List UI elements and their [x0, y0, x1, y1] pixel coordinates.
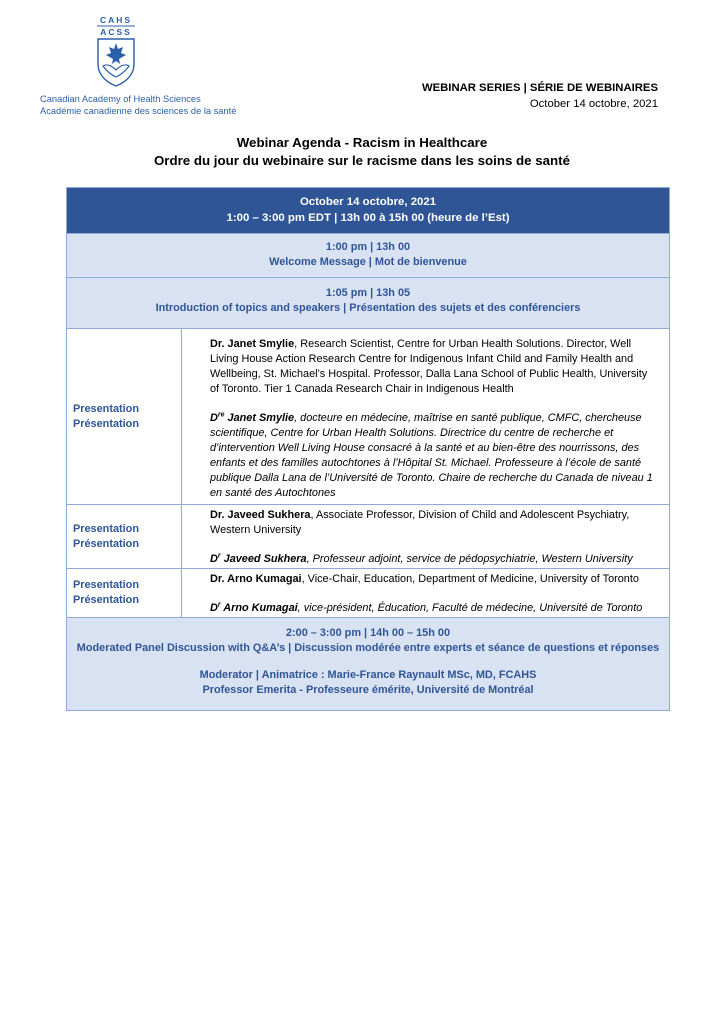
title-line-en: Webinar Agenda - Racism in Healthcare — [236, 135, 488, 150]
welcome-time: 1:00 pm | 13h 00 — [325, 241, 411, 253]
speaker-bio-fr — [210, 552, 659, 567]
speaker-name-en: Dr. Arno Kumagai — [210, 573, 302, 585]
presentation-label — [67, 505, 182, 569]
logo-name-en: Canadian Academy of Health Sciences — [40, 94, 201, 104]
series-header — [422, 80, 658, 112]
presentation-row — [67, 505, 670, 569]
agenda-time-range: 1:00 – 3:00 pm EDT | 13h 00 à 15h 00 (heure de l’Est) — [226, 212, 510, 224]
panel-moderator-title: Professor Emerita - Professeure émérite, Université de Montréal — [202, 684, 534, 696]
speaker-desc-en: , Research Scientist, Centre for Urban Health Solutions. Director, Well Living House Action Research Centre for Indigenous Infant Child and Family Health and Wellbeing, St. Michael’s Hospital. Professor, Dalla Lana School of Public Health, University of Toronto. Tier 1 Canada Research Chair in Indigenous Health — [210, 338, 648, 395]
title-line-fr: Ordre du jour du webinaire sur le racisme dans les soins de santé — [153, 153, 571, 168]
presentation-details — [182, 329, 670, 505]
speaker-title-fr: D — [210, 602, 218, 614]
agenda-date: October 14 octobre, 2021 — [299, 196, 437, 208]
panel-moderator: Moderator | Animatrice : Marie-France Raynault MSc, MD, FCAHS — [199, 669, 537, 681]
speaker-desc-fr: , vice-président, Éducation, Faculté de médecine, Université de Toronto — [297, 602, 643, 614]
logo-acronym-bottom: ACSS — [100, 27, 132, 37]
presentation-label-fr: Présentation — [73, 537, 139, 550]
speaker-name-en: Dr. Janet Smylie — [210, 338, 295, 350]
speaker-bio-fr — [210, 601, 659, 616]
intro-label: Introduction of topics and speakers | Présentation des sujets et des conférenciers — [155, 302, 581, 314]
welcome-row — [67, 234, 670, 278]
page-title — [0, 134, 724, 170]
presentation-details — [182, 569, 670, 618]
agenda-header-row — [67, 188, 670, 234]
intro-time: 1:05 pm | 13h 05 — [325, 287, 411, 299]
presentation-label-fr: Présentation — [73, 594, 139, 606]
presentation-row — [67, 329, 670, 505]
welcome-label: Welcome Message | Mot de bienvenue — [269, 256, 467, 268]
speaker-title-fr-sup: re — [217, 411, 225, 419]
panel-label: Moderated Panel Discussion with Q&A’s | Discussion modérée entre experts et séance de questions et réponses — [76, 642, 660, 654]
presentation-details — [182, 505, 670, 569]
series-title: WEBINAR SERIES | SÉRIE DE WEBINAIRES — [421, 82, 658, 94]
presentation-label — [67, 569, 182, 618]
logo-acronym-top: CAHS — [99, 15, 133, 25]
presentation-label-en: Presentation — [73, 579, 139, 591]
intro-row — [67, 278, 670, 329]
speaker-desc-en: , Vice-Chair, Education, Department of Medicine, University of Toronto — [301, 573, 639, 585]
speaker-title-fr: D — [210, 412, 218, 424]
presentation-label-fr: Présentation — [73, 417, 139, 430]
speaker-title-fr-sup: r — [217, 601, 221, 609]
presentation-label-en: Presentation — [73, 402, 139, 415]
speaker-bio-en — [210, 337, 659, 397]
series-date: October 14 octobre, 2021 — [529, 98, 658, 110]
speaker-desc-fr: , Professeur adjoint, service de pédopsychiatrie, Western University — [306, 553, 633, 565]
panel-time: 2:00 – 3:00 pm | 14h 00 – 15h 00 — [285, 627, 451, 639]
logo-name-fr: Académie canadienne des sciences de la santé — [40, 105, 237, 116]
presentation-row — [67, 569, 670, 618]
speaker-name-en: Dr. Javeed Sukhera — [210, 509, 311, 521]
agenda-table — [66, 187, 670, 711]
cahs-shield-icon — [94, 14, 138, 88]
speaker-title-fr: D — [210, 553, 218, 565]
speaker-bio-en — [210, 572, 659, 587]
presentation-label-en: Presentation — [73, 522, 139, 535]
speaker-title-fr-sup: r — [217, 552, 221, 560]
speaker-bio-en — [210, 508, 659, 538]
speaker-name-fr: Javeed Sukhera — [220, 553, 307, 565]
panel-row — [67, 618, 670, 711]
speaker-desc-fr: , docteure en médecine, maîtrise en santé publique, CMFC, chercheuse scientifique, Centre for Urban Health Solutions. Directrice du centre de recherche et d’intervention Well Living House consacré à la santé et au bien-être des nourrissons, des enfants et des familles autochtones à l’Hôpital St. Michael. Professeure à l’école de santé publique Dalla Lana de l’Université de Toronto. Chaire de recherche du Canada de niveau 1 en santé des Autochtones — [210, 412, 653, 499]
speaker-bio-fr — [210, 411, 659, 501]
presentation-label — [67, 329, 182, 505]
speaker-name-fr: Arno Kumagai — [220, 602, 298, 614]
speaker-name-fr: Janet Smylie — [224, 412, 295, 424]
speaker-desc-en: , Associate Professor, Division of Child and Adolescent Psychiatry, Western University — [210, 509, 630, 536]
